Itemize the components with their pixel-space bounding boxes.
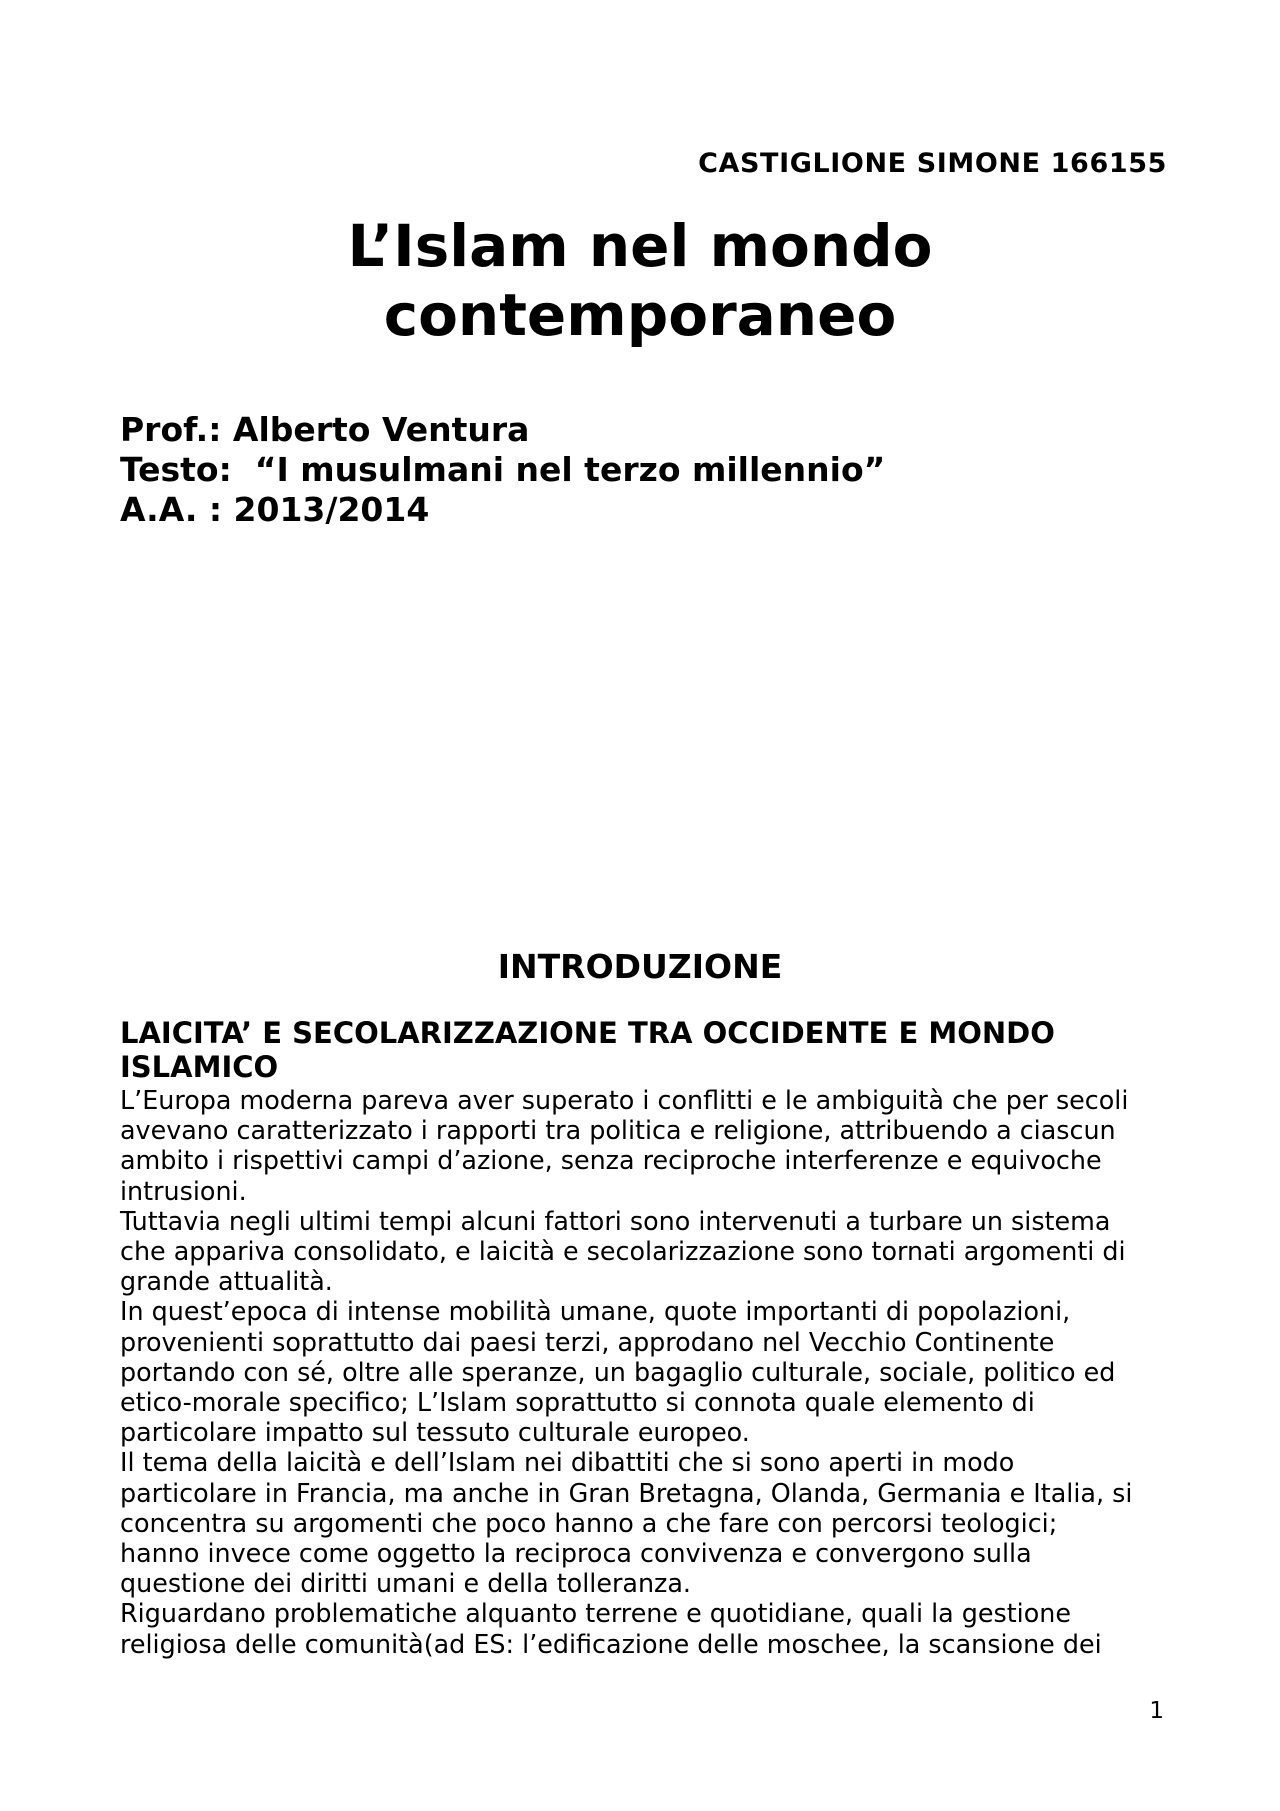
text-line: grande attualità.: [120, 1266, 333, 1297]
author-line: CASTIGLIONE SIMONE 166155: [698, 148, 1167, 179]
text-line: intrusioni.: [120, 1175, 247, 1206]
text-line: questione dei diritti umani e della tolleranza.: [120, 1568, 691, 1599]
text-line: In quest’epoca di intense mobilità umane, quote importanti di popolazioni,: [120, 1296, 1071, 1327]
course-info: [120, 410, 885, 530]
text-line: provenienti soprattutto dai paesi terzi, approdano nel Vecchio Continente: [120, 1326, 1055, 1357]
title-line-2: contemporaneo: [383, 281, 897, 349]
text-line: Riguardano problematiche alquanto terrene e quotidiane, quali la gestione: [120, 1598, 1071, 1629]
paragraph: [120, 1598, 1200, 1658]
body-text: [120, 1085, 1200, 1659]
text-line: Tuttavia negli ultimi tempi alcuni fattori sono intervenuti a turbare un sistema: [120, 1205, 1111, 1236]
text-line: che appariva consolidato, e laicità e secolarizzazione sono tornati argomenti di: [120, 1236, 1126, 1267]
paragraph: [120, 1296, 1200, 1447]
text-line: hanno invece come oggetto la reciproca convivenza e convergono sulla: [120, 1538, 1032, 1569]
text-line: avevano caratterizzato i rapporti tra politica e religione, attribuendo a ciascun: [120, 1115, 1116, 1146]
paragraph: [120, 1206, 1200, 1297]
professor-line: Prof.: Alberto Ventura: [120, 410, 530, 449]
paragraph: [120, 1447, 1200, 1598]
text-line: etico-morale specifico; L’Islam soprattutto si connota quale elemento di: [120, 1387, 1035, 1418]
text-line: particolare impatto sul tessuto culturale europeo.: [120, 1417, 750, 1448]
section-heading: LAICITA’ E SECOLARIZZAZIONE TRA OCCIDENTE E MONDO ISLAMICO: [120, 1016, 1055, 1084]
document-title: [270, 212, 1010, 350]
text-line: concentra su argomenti che poco hanno a che fare con percorsi teologici;: [120, 1507, 1058, 1538]
text-line: particolare in Francia, ma anche in Gran Bretagna, Olanda, Germania e Italia, si: [120, 1477, 1133, 1508]
text-line: L’Europa moderna pareva aver superato i conflitti e le ambiguità che per secoli: [120, 1085, 1129, 1115]
text-line: Testo: “I musulmani nel terzo millennio”: [120, 450, 886, 489]
paragraph: [120, 1085, 1200, 1206]
academic-year-line: A.A. : 2013/2014: [120, 490, 430, 529]
text-line: Il tema della laicità e dell’Islam nei dibattiti che si sono aperti in modo: [120, 1447, 1015, 1478]
title-line-1: L’Islam nel mondo: [347, 212, 933, 280]
text-line: religiosa delle comunità(ad ES: l’edificazione delle moschee, la scansione dei: [120, 1628, 1102, 1659]
page-number: 1: [1149, 1698, 1164, 1724]
introduction-heading: INTRODUZIONE: [497, 947, 783, 986]
text-line: ambito i rispettivi campi d’azione, senza reciproche interferenze e equivoche: [120, 1145, 1102, 1176]
text-line: portando con sé, oltre alle speranze, un bagaglio culturale, sociale, politico ed: [120, 1356, 1116, 1387]
